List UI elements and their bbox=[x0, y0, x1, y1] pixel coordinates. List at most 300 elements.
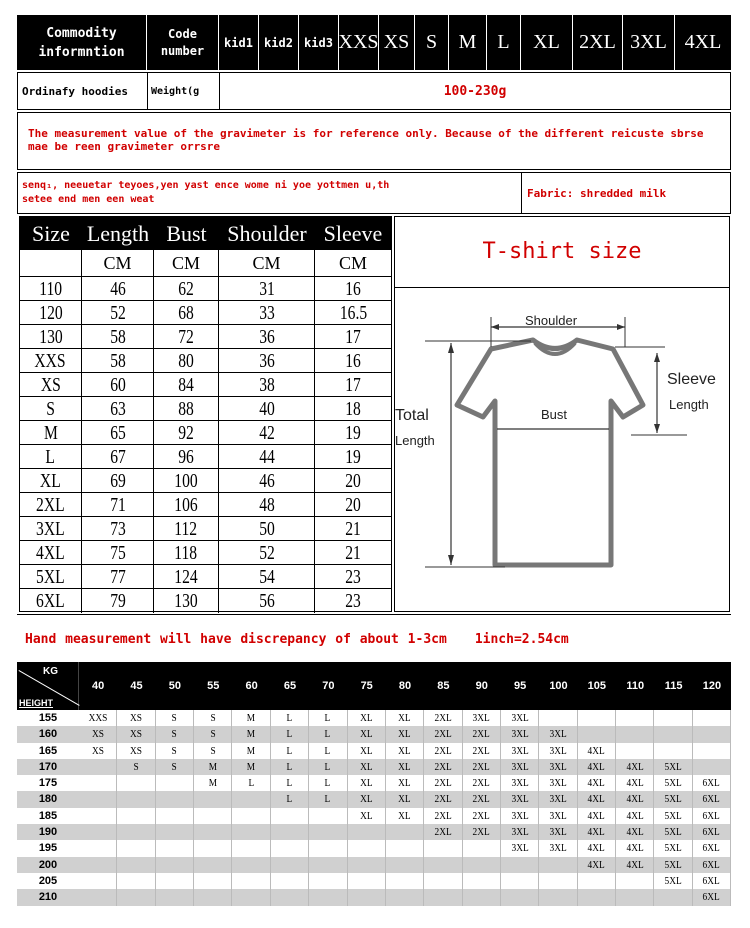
size-chart-cell bbox=[82, 373, 154, 396]
grid-size-value: XL bbox=[359, 728, 373, 741]
garbled-note-line-1: senq₁, neeuetar teyoes,yen yast ence wome ni yoe yottmen u,th bbox=[22, 180, 390, 191]
size-chart-row bbox=[20, 469, 391, 493]
grid-cell bbox=[693, 759, 731, 775]
grid-cell bbox=[501, 759, 539, 775]
grid-cell bbox=[424, 840, 462, 856]
grid-size-value: 3XL bbox=[549, 777, 567, 790]
size-chart-cell bbox=[315, 277, 391, 300]
grid-cell bbox=[271, 824, 309, 840]
size-chart-cell bbox=[154, 541, 219, 564]
grid-size-value: XL bbox=[359, 760, 373, 773]
grid-cell bbox=[539, 743, 577, 759]
grid-cell bbox=[156, 743, 194, 759]
grid-row bbox=[17, 889, 731, 905]
grid-size-value: 5XL bbox=[664, 760, 682, 773]
grid-cell bbox=[79, 710, 117, 726]
grid-cell bbox=[424, 791, 462, 807]
size-chart-value: 130 bbox=[38, 326, 63, 348]
size-chart-value: 16 bbox=[345, 350, 361, 372]
grid-cell bbox=[232, 791, 270, 807]
grid-size-value: L bbox=[286, 712, 293, 724]
grid-size-value: S bbox=[171, 760, 177, 773]
grid-cell bbox=[424, 873, 462, 889]
size-chart-cell bbox=[315, 445, 391, 468]
grid-size-value: L bbox=[324, 793, 331, 806]
grid-cell bbox=[578, 824, 616, 840]
grid-size-value: XL bbox=[398, 760, 411, 773]
grid-cell bbox=[539, 873, 577, 889]
grid-cell bbox=[463, 840, 501, 856]
grid-cell bbox=[539, 857, 577, 873]
grid-cell bbox=[463, 889, 501, 905]
grid-cell bbox=[501, 857, 539, 873]
size-chart-cell bbox=[82, 493, 154, 516]
grid-size-value: 2XL bbox=[434, 728, 452, 741]
grid-weight-header: 115 bbox=[664, 680, 683, 692]
grid-row bbox=[17, 759, 731, 775]
grid-cell bbox=[117, 726, 155, 742]
grid-weight-header: 75 bbox=[360, 680, 373, 692]
grid-size-value: 2XL bbox=[472, 744, 490, 757]
size-chart-cell bbox=[20, 517, 82, 540]
grid-cell bbox=[117, 791, 155, 807]
grid-size-value: 3XL bbox=[549, 744, 567, 757]
grid-cell bbox=[616, 743, 654, 759]
grid-cell bbox=[156, 726, 194, 742]
grid-cell bbox=[424, 743, 462, 759]
grid-cell bbox=[79, 857, 117, 873]
grid-cell bbox=[654, 840, 692, 856]
grid-cell bbox=[309, 710, 347, 726]
grid-cell bbox=[693, 873, 731, 889]
commodity-info-label: Commodity informntion bbox=[17, 15, 147, 70]
size-chart-value: 106 bbox=[174, 494, 198, 516]
inch-conversion: 1inch=2.54cm bbox=[474, 632, 569, 647]
grid-size-value: 6XL bbox=[702, 826, 721, 839]
header-row bbox=[17, 15, 731, 70]
header-size-2xl: 2XL bbox=[573, 15, 623, 70]
grid-cell bbox=[654, 791, 692, 807]
grid-cell bbox=[79, 791, 117, 807]
size-chart-cell bbox=[219, 469, 315, 492]
grid-weight-header: 85 bbox=[437, 680, 450, 692]
grid-cell bbox=[271, 808, 309, 824]
grid-cell bbox=[194, 857, 232, 873]
size-chart-cell bbox=[315, 373, 391, 396]
grid-cell bbox=[501, 824, 539, 840]
size-chart-value: 48 bbox=[258, 494, 275, 516]
grid-size-value: M bbox=[246, 744, 256, 757]
grid-cell bbox=[232, 824, 270, 840]
grid-cell bbox=[539, 726, 577, 742]
size-chart-cell bbox=[20, 277, 82, 300]
grid-size-value: L bbox=[286, 760, 293, 773]
grid-cell bbox=[194, 840, 232, 856]
size-chart-cell bbox=[82, 517, 154, 540]
grid-cell bbox=[309, 775, 347, 791]
grid-size-value: 3XL bbox=[549, 826, 567, 839]
grid-cell bbox=[501, 775, 539, 791]
grid-cell bbox=[309, 857, 347, 873]
size-chart-cell bbox=[315, 541, 391, 564]
grid-size-value: 3XL bbox=[511, 826, 529, 839]
grid-size-value: S bbox=[210, 744, 216, 757]
grid-size-value: 3XL bbox=[549, 760, 567, 773]
header-size-xxs: XXS bbox=[339, 15, 379, 70]
size-chart-cell bbox=[154, 565, 219, 588]
grid-cell bbox=[616, 791, 654, 807]
size-chart-value: 33 bbox=[258, 302, 275, 324]
size-chart-cell bbox=[154, 589, 219, 613]
grid-height-value: 180 bbox=[38, 793, 58, 806]
size-chart-value: 52 bbox=[109, 302, 126, 324]
size-chart-value: 5XL bbox=[36, 566, 65, 588]
size-chart-cell bbox=[154, 445, 219, 468]
size-chart-cell bbox=[82, 349, 154, 372]
size-chart-value: 4XL bbox=[36, 542, 65, 564]
size-chart-value: 46 bbox=[258, 470, 275, 492]
grid-size-value: 2XL bbox=[472, 809, 490, 822]
size-chart-cell bbox=[219, 397, 315, 420]
grid-cell bbox=[386, 889, 424, 905]
grid-cell bbox=[424, 759, 462, 775]
grid-cell bbox=[578, 889, 616, 905]
grid-cell bbox=[271, 791, 309, 807]
total-label: Total bbox=[395, 407, 429, 424]
grid-cell bbox=[654, 857, 692, 873]
grid-cell bbox=[232, 808, 270, 824]
grid-size-value: L bbox=[324, 728, 331, 741]
grid-cell bbox=[616, 775, 654, 791]
grid-size-value: 4XL bbox=[587, 858, 605, 871]
grid-size-value: S bbox=[171, 712, 177, 724]
grid-cell bbox=[309, 889, 347, 905]
size-chart-rows bbox=[20, 277, 391, 613]
grid-size-value: 3XL bbox=[549, 809, 567, 822]
size-chart-value: 38 bbox=[258, 374, 275, 396]
grid-size-value: 6XL bbox=[702, 842, 721, 855]
grid-size-value: 2XL bbox=[434, 712, 452, 724]
grid-row bbox=[17, 775, 731, 791]
size-chart-value: 65 bbox=[109, 422, 126, 444]
grid-size-value: 2XL bbox=[434, 760, 452, 773]
grid-cell bbox=[271, 873, 309, 889]
bust-label: Bust bbox=[541, 407, 568, 422]
grid-row bbox=[17, 873, 731, 889]
grid-cell bbox=[424, 808, 462, 824]
grid-weight-header: 60 bbox=[245, 680, 258, 692]
size-chart-value: 80 bbox=[178, 350, 194, 372]
grid-size-value: 2XL bbox=[472, 826, 490, 839]
grid-size-value: S bbox=[210, 712, 216, 724]
grid-size-value: L bbox=[324, 760, 331, 773]
grid-cell bbox=[232, 710, 270, 726]
unit-sleeve: CM bbox=[338, 253, 367, 273]
height-label: HEIGHT bbox=[19, 698, 54, 708]
grid-size-value: XL bbox=[359, 744, 373, 757]
size-chart-value: 118 bbox=[174, 542, 198, 564]
grid-cell bbox=[156, 775, 194, 791]
size-chart-row bbox=[20, 373, 391, 397]
grid-cell bbox=[463, 759, 501, 775]
grid-size-value: XL bbox=[398, 809, 411, 822]
grid-cell bbox=[424, 857, 462, 873]
grid-weight-header: 50 bbox=[168, 680, 182, 692]
grid-height-value: 175 bbox=[38, 777, 58, 790]
grid-size-value: XL bbox=[359, 712, 373, 724]
grid-weight-header: 70 bbox=[322, 680, 335, 692]
size-chart-value: 23 bbox=[345, 590, 361, 612]
garbled-note bbox=[18, 173, 522, 213]
grid-size-value: S bbox=[133, 760, 139, 773]
grid-cell bbox=[463, 857, 501, 873]
grid-cell bbox=[194, 791, 232, 807]
size-chart-cell bbox=[82, 397, 154, 420]
size-chart-cell bbox=[219, 493, 315, 516]
grid-size-value: 5XL bbox=[664, 777, 682, 790]
size-chart-value: XXS bbox=[34, 350, 67, 372]
size-chart-value: 73 bbox=[109, 518, 126, 540]
hand-measure-text: Hand measurement will have discrepancy of about 1-3cm bbox=[25, 632, 447, 647]
grid-cell bbox=[79, 726, 117, 742]
grid-cell bbox=[386, 759, 424, 775]
grid-cell bbox=[348, 808, 386, 824]
grid-cell bbox=[156, 808, 194, 824]
size-chart-value: 62 bbox=[178, 278, 194, 300]
grid-row bbox=[17, 808, 731, 824]
size-chart-cell bbox=[315, 517, 391, 540]
grid-weight-header: 90 bbox=[475, 680, 488, 692]
size-chart-cell bbox=[315, 565, 391, 588]
grid-cell bbox=[693, 775, 731, 791]
grid-size-value: L bbox=[286, 777, 293, 790]
grid-cell bbox=[539, 889, 577, 905]
grid-cell bbox=[79, 824, 117, 840]
grid-size-value: 3XL bbox=[511, 793, 529, 806]
grid-row bbox=[17, 857, 731, 873]
grid-cell bbox=[79, 873, 117, 889]
size-chart-value: M bbox=[43, 422, 58, 444]
grid-cell bbox=[117, 759, 155, 775]
header-size-s: S bbox=[415, 15, 449, 70]
size-chart-cell bbox=[82, 565, 154, 588]
size-chart-cell bbox=[154, 349, 219, 372]
grid-cell bbox=[309, 840, 347, 856]
grid-cell bbox=[501, 743, 539, 759]
grid-cell bbox=[578, 710, 616, 726]
size-chart-value: L bbox=[45, 446, 56, 468]
grid-cell bbox=[194, 873, 232, 889]
diagram-title: T-shirt size bbox=[482, 239, 642, 264]
grid-size-value: 5XL bbox=[664, 826, 682, 839]
grid-cell bbox=[654, 824, 692, 840]
grid-cell bbox=[309, 743, 347, 759]
grid-size-value: XL bbox=[359, 809, 373, 822]
grid-cell bbox=[539, 840, 577, 856]
grid-size-value: L bbox=[286, 728, 293, 741]
size-chart-value: 120 bbox=[38, 302, 63, 324]
grid-size-value: 6XL bbox=[702, 858, 721, 871]
size-chart-value: 71 bbox=[109, 494, 126, 516]
size-chart-cell bbox=[154, 301, 219, 324]
grid-cell bbox=[117, 857, 155, 873]
grid-size-value: 3XL bbox=[511, 809, 529, 822]
size-chart-value: 58 bbox=[109, 326, 126, 348]
grid-size-value: 4XL bbox=[626, 777, 644, 790]
size-chart-row bbox=[20, 397, 391, 421]
grid-cell bbox=[463, 791, 501, 807]
grid-cell bbox=[156, 824, 194, 840]
header-size-m: M bbox=[449, 15, 487, 70]
grid-cell bbox=[348, 824, 386, 840]
grid-size-value: 4XL bbox=[587, 744, 605, 757]
grid-size-value: XS bbox=[130, 728, 143, 741]
tshirt-diagram bbox=[394, 216, 730, 612]
grid-cell bbox=[654, 873, 692, 889]
grid-cell bbox=[386, 791, 424, 807]
grid-cell bbox=[348, 857, 386, 873]
grid-header bbox=[17, 662, 731, 710]
grid-cell bbox=[501, 889, 539, 905]
grid-size-value: 2XL bbox=[434, 793, 452, 806]
size-chart-value: 96 bbox=[178, 446, 194, 468]
size-chart-cell bbox=[219, 301, 315, 324]
size-chart-value: 31 bbox=[258, 278, 275, 300]
size-chart-cell bbox=[20, 349, 82, 372]
grid-cell bbox=[117, 710, 155, 726]
grid-size-value: 4XL bbox=[587, 777, 605, 790]
grid-cell bbox=[616, 857, 654, 873]
grid-cell bbox=[156, 710, 194, 726]
grid-cell bbox=[348, 840, 386, 856]
grid-cell bbox=[271, 857, 309, 873]
grid-cell bbox=[386, 840, 424, 856]
grid-size-value: L bbox=[286, 793, 293, 806]
grid-cell bbox=[117, 808, 155, 824]
size-chart-row bbox=[20, 589, 391, 613]
grid-size-value: 4XL bbox=[587, 842, 605, 855]
grid-cell bbox=[424, 889, 462, 905]
size-chart-cell bbox=[20, 541, 82, 564]
size-chart-cell bbox=[20, 565, 82, 588]
size-chart-cell bbox=[219, 277, 315, 300]
size-chart-value: 2XL bbox=[36, 494, 65, 516]
grid-size-value: XL bbox=[359, 793, 373, 806]
grid-row bbox=[17, 743, 731, 759]
size-chart-cell bbox=[154, 421, 219, 444]
grid-size-value: 3XL bbox=[511, 760, 529, 773]
grid-size-value: 4XL bbox=[587, 826, 605, 839]
grid-cell bbox=[271, 759, 309, 775]
grid-cell bbox=[386, 775, 424, 791]
grid-size-value: 4XL bbox=[587, 809, 605, 822]
size-chart-row bbox=[20, 349, 391, 373]
size-chart-value: 18 bbox=[345, 398, 361, 420]
col-length: Length bbox=[86, 221, 150, 246]
size-chart-value: 92 bbox=[178, 422, 194, 444]
grid-size-value: 3XL bbox=[511, 777, 529, 790]
grid-size-value: 2XL bbox=[472, 777, 490, 790]
grid-size-value: 2XL bbox=[472, 728, 490, 741]
grid-cell bbox=[194, 808, 232, 824]
grid-cell bbox=[578, 759, 616, 775]
grid-cell bbox=[424, 775, 462, 791]
size-chart-units bbox=[20, 250, 391, 277]
grid-cell bbox=[693, 808, 731, 824]
grid-size-value: XS bbox=[130, 712, 143, 724]
grid-cell bbox=[117, 873, 155, 889]
grid-cell bbox=[232, 857, 270, 873]
grid-size-value: 3XL bbox=[549, 842, 567, 855]
size-chart bbox=[19, 216, 392, 612]
grid-cell bbox=[386, 710, 424, 726]
grid-height-value: 160 bbox=[38, 728, 58, 741]
grid-size-value: 3XL bbox=[472, 712, 490, 724]
size-chart-value: 21 bbox=[345, 518, 361, 540]
size-chart-value: 20 bbox=[345, 494, 361, 516]
size-chart-value: 50 bbox=[258, 518, 275, 540]
grid-cell bbox=[348, 873, 386, 889]
size-chart-value: 56 bbox=[258, 590, 275, 612]
size-chart-cell bbox=[315, 469, 391, 492]
size-chart-value: 58 bbox=[109, 350, 126, 372]
grid-cell bbox=[156, 889, 194, 905]
grid-cell bbox=[309, 791, 347, 807]
size-chart-cell bbox=[20, 397, 82, 420]
size-chart-cell bbox=[82, 421, 154, 444]
product-row bbox=[17, 72, 731, 110]
size-chart-value: XS bbox=[40, 374, 61, 396]
size-chart-value: 17 bbox=[345, 326, 361, 348]
size-chart-cell bbox=[154, 493, 219, 516]
grid-size-value: M bbox=[208, 760, 217, 773]
size-chart-value: 68 bbox=[178, 302, 194, 324]
unit-length: CM bbox=[82, 250, 154, 276]
grid-cell bbox=[616, 759, 654, 775]
grid-cell bbox=[616, 726, 654, 742]
grid-cell bbox=[348, 710, 386, 726]
grid-cell bbox=[309, 873, 347, 889]
size-chart-cell bbox=[315, 589, 391, 613]
grid-cell bbox=[463, 808, 501, 824]
grid-cell bbox=[386, 873, 424, 889]
grid-weight-header: 45 bbox=[130, 680, 143, 692]
size-chart-cell bbox=[219, 421, 315, 444]
grid-cell bbox=[463, 824, 501, 840]
grid-size-value: 4XL bbox=[587, 760, 605, 773]
grid-height-value: 190 bbox=[38, 826, 58, 839]
grid-size-value: 5XL bbox=[664, 874, 682, 887]
size-chart-value: 54 bbox=[258, 566, 275, 588]
size-chart-cell bbox=[219, 589, 315, 613]
grid-size-value: 6XL bbox=[702, 777, 721, 790]
size-chart-cell bbox=[154, 277, 219, 300]
grid-size-value: 4XL bbox=[626, 826, 644, 839]
col-bust: Bust bbox=[166, 221, 207, 246]
grid-cell bbox=[348, 775, 386, 791]
size-chart-value: 19 bbox=[345, 422, 361, 444]
grid-cell bbox=[232, 889, 270, 905]
grid-size-value: 5XL bbox=[664, 858, 682, 871]
grid-cell bbox=[271, 889, 309, 905]
size-chart-cell bbox=[20, 301, 82, 324]
grid-cell bbox=[539, 775, 577, 791]
grid-size-value: 3XL bbox=[511, 712, 529, 724]
size-chart-value: S bbox=[46, 398, 55, 420]
unit-shoulder: CM bbox=[219, 250, 315, 276]
size-chart-cell bbox=[219, 565, 315, 588]
grid-weight-header: 105 bbox=[587, 680, 607, 692]
